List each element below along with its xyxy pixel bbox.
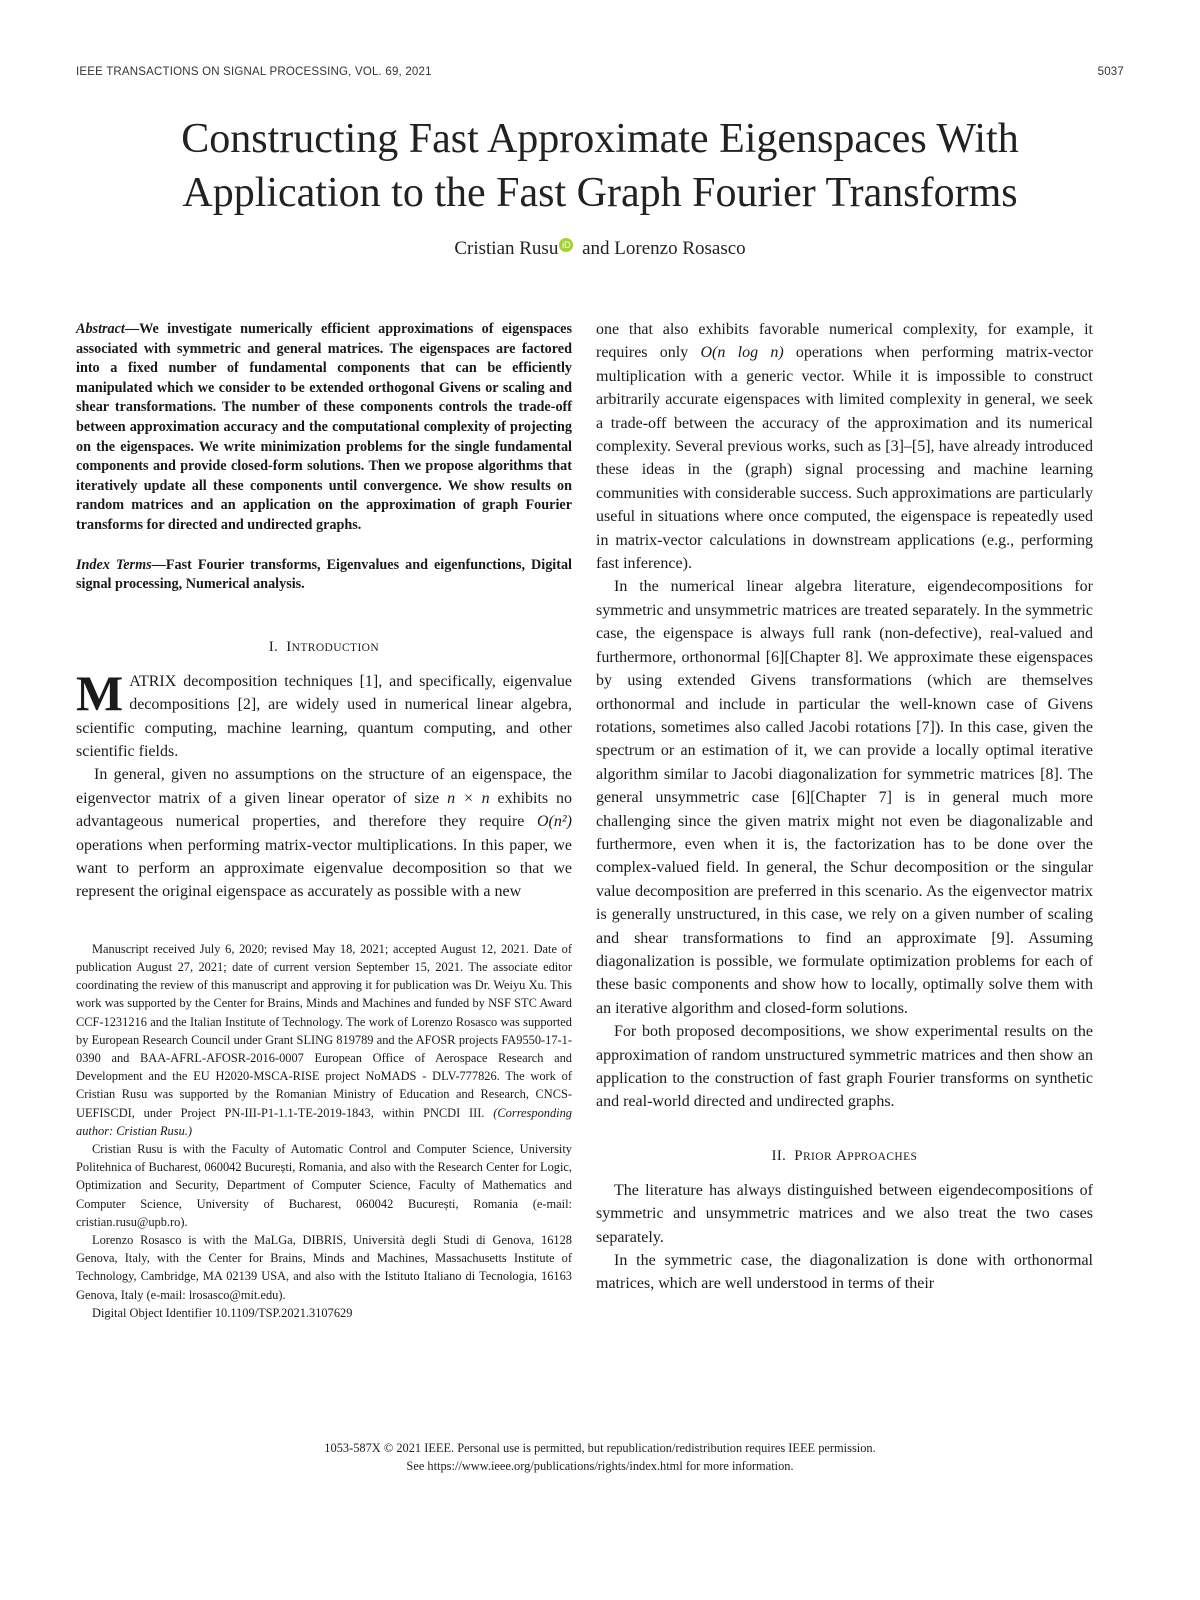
running-head	[76, 66, 1124, 82]
footnote-received	[76, 940, 572, 1140]
copyright-line: 1053-587X © 2021 IEEE. Personal use is permitted, but republication/redistribution requires IEEE permission.	[324, 1441, 876, 1455]
prior-paragraph-2: In the symmetric case, the diagonalization is done with orthonormal matrices, which are well understood in terms of their	[596, 1252, 1093, 1293]
intro-paragraph-3: In the numerical linear algebra literature, eigendecompositions for symmetric and unsymmetric matrices are treated separately. In the symmetric case, the eigenspace is always full rank (non-defective), real-valued and furthermore, orthonormal [6][Chapter 8]. We approximate these eigenspaces by using extended Givens transformations (which are themselves orthonormal and include in particular the well-known case of Givens rotations, sometimes also called Jacobi rotations [7]). In this case, given the spectrum or an estimation of it, we can provide a locally optimal iterative algorithm similar to Jacobi diagonalization for symmetric matrices [8]. The general unsymmetric case [6][Chapter 7] is in general much more challenging since the given matrix might not even be diagonalizable and furthermore, even when it is, the factorization has to be done over the complex-valued field. In general, the Schur decomposition or the singular value decomposition are preferred in this scenario. As the eigenvector matrix is generally unstructured, in this case, we rely on a given number of scaling and shear transformations to find an approximate [9]. Assuming diagonalization is possible, we formulate optimization problems for each of these basic components and show how to locally, optimally solve them with an iterative algorithm and closed-form solutions.	[596, 578, 1093, 1017]
page-number: 5037	[1097, 66, 1124, 78]
math-n-by-n: n × n	[447, 789, 490, 807]
intro-p2-cont-b: operations when performing matrix-vector multiplication with a generic vector. While it is impossible to construct arbitrarily accurate eigenspaces with limited complexity in general, we seek a trade-off between the accuracy of the approximation and its numerical complexity. Several previous works, such as [3]–[5], have already introduced these ideas in the (graph) signal processing and machine learning communities with considerable success. Such approximations are particularly useful in situations where once computed, the eigenspace is repeatedly used in matrix-vector calculations in downstream applications (e.g., performing fast inference).	[596, 344, 1093, 573]
footnote-corresponding-author: (Corresponding author: Cristian Rusu.)	[76, 1105, 572, 1138]
intro-p2-cont-a: one that also exhibits favorable numerical complexity, for example, it requires only	[596, 321, 1093, 362]
orcid-icon[interactable]: iD	[559, 238, 573, 252]
right-column	[596, 318, 1093, 1296]
footnotes	[76, 940, 572, 1322]
math-o-n-squared: O(n²)	[536, 813, 572, 831]
intro-paragraph-1-text: ATRIX decomposition techniques [1], and specifically, eigenvalue decompositions [2], are widely used in numerical linear algebra, scientific computing, machine learning, quantum computing, and other scientific fields.	[76, 672, 572, 760]
title-line-1: Constructing Fast Approximate Eigenspaces With	[181, 116, 1019, 162]
title-line-2: Application to the Fast Graph Fourier Transforms	[182, 170, 1018, 216]
author-rosasco: Lorenzo Rosasco	[614, 238, 746, 259]
section2-initial-1: P	[794, 1147, 803, 1164]
abstract-text: —We investigate numerically efficient approximations of eigenspaces associated with symmetric and general matrices. The eigenspaces are factored into a fixed number of fundamental components that can be efficiently manipulated which we consider to be extended orthogonal Givens or scaling and shear transformations. The number of these components controls the trade-off between approximation accuracy and the computational complexity of projecting on the eigenspaces. We write minimization problems for the single fundamental components and provide closed-form solutions. Then we propose algorithms that iteratively update all these components until convergence. We show results on random matrices and an application on the approximation of graph Fourier transforms for directed and undirected graphs.	[76, 321, 572, 533]
copyright-footer	[0, 1439, 1200, 1475]
intro-paragraph-4: For both proposed decompositions, we show experimental results on the approximation of random unstructured symmetric matrices and then show an application to the construction of fast graph Fourier transforms on synthetic and real-world directed and undirected graphs.	[596, 1023, 1093, 1111]
section-title-rest: NTRODUCTION	[291, 641, 380, 654]
section2-initial-2: A	[836, 1147, 848, 1164]
intro-p2-part-b: exhibits no advantageous numerical properties, and therefore they require	[76, 789, 573, 831]
journal-name: IEEE TRANSACTIONS ON SIGNAL PROCESSING, VOL. 69, 2021	[76, 66, 432, 78]
footnote-affiliation-rusu: Cristian Rusu is with the Faculty of Automatic Control and Computer Science, University Politehnica of Bucharest, 060042 București, Romania, and also with the Research Center for Logic, Optimization and Security, Department of Computer Science, Faculty of Mathematics and Computer Science, University of Bucharest, 060042 București, Romania (e-mail: cristian.rusu@upb.ro).	[76, 1142, 572, 1229]
section2-numeral: II.	[771, 1147, 787, 1164]
footnote-affiliation-rosasco: Lorenzo Rosasco is with the MaLGa, DIBRIS, Università degli Studi di Genova, 16128 Genova, Italy, with the Center for Brains, Minds and Machines, Massachusetts Institute of Technology, Cambridge, MA 02139 USA, and also with the Istituto Italiano di Tecnologia, 16163 Genova, Italy (e-mail: lrosasco@mit.edu).	[76, 1233, 572, 1302]
index-terms-text: —Fast Fourier transforms, Eigenvalues and eigenfunctions, Digital signal processing, Numerical analysis.	[76, 556, 572, 593]
author-connector: and	[582, 238, 610, 259]
intro-paragraph-1	[76, 664, 572, 764]
section2-rest-1: RIOR	[802, 1150, 833, 1163]
footnote-doi: Digital Object Identifier 10.1109/TSP.2021.3107629	[92, 1305, 353, 1320]
prior-paragraph-1: The literature has always distinguished between eigendecompositions of symmetric and unsymmetric matrices and we also treat the two cases separately.	[596, 1181, 1093, 1246]
intro-p2-part-c: operations when performing matrix-vector multiplications. In this paper, we want to perform an approximate eigenvalue decomposition so that we represent the original eigenspace as accurately as possible with a new	[76, 836, 572, 901]
intro-paragraph-2-continued	[596, 318, 1093, 575]
author-rusu: Cristian Rusu	[454, 238, 559, 259]
left-column	[76, 320, 572, 1322]
section-title-initial: I	[286, 638, 292, 655]
intro-p2-part-a: In general, given no assumptions on the structure of an eigenspace, the eigenvector matrix of a given linear operator of size	[76, 766, 572, 807]
paper-title	[60, 112, 1140, 220]
section-heading-introduction	[76, 639, 572, 656]
section-numeral: I.	[268, 638, 279, 655]
math-o-n-log-n: O(n log n)	[700, 344, 784, 362]
index-terms	[76, 556, 572, 595]
abstract	[76, 320, 572, 536]
rights-link-line[interactable]: See https://www.ieee.org/publications/rights/index.html for more information.	[406, 1459, 794, 1473]
dropcap-letter: M	[76, 664, 124, 721]
intro-paragraph-2	[76, 763, 572, 903]
abstract-label: Abstract	[76, 321, 125, 337]
section2-rest-2: PPROACHES	[847, 1150, 918, 1163]
author-line	[0, 238, 1200, 260]
section-heading-prior-approaches	[596, 1148, 1093, 1165]
index-terms-label: Index Terms	[76, 556, 152, 573]
footnote-received-text: Manuscript received July 6, 2020; revised May 18, 2021; accepted August 12, 2021. Date of publication August 27, 2021; date of current version September 15, 2021. The associate editor coordinating the review of this manuscript and approving it for publication was Dr. Weiyu Xu. This work was supported by the Center for Brains, Minds and Machines and funded by NSF STC Award CCF-1231216 and the Italian Institute of Technology. The work of Lorenzo Rosasco was supported by European Research Council under Grant SLING 819789 and the AFOSR projects FA9550-17-1-0390 and BAA-AFRL-AFOSR-2016-0007 European Office of Aerospace Research and Development and the EU H2020-MSCA-RISE project NoMADS - DLV-777826. The work of Cristian Rusu was supported by the Romanian Ministry of Education and Research, CNCS-UEFISCDI, under Project PN-III-P1-1.1-TE-2019-1843, within PNCDI III.	[76, 941, 572, 1120]
